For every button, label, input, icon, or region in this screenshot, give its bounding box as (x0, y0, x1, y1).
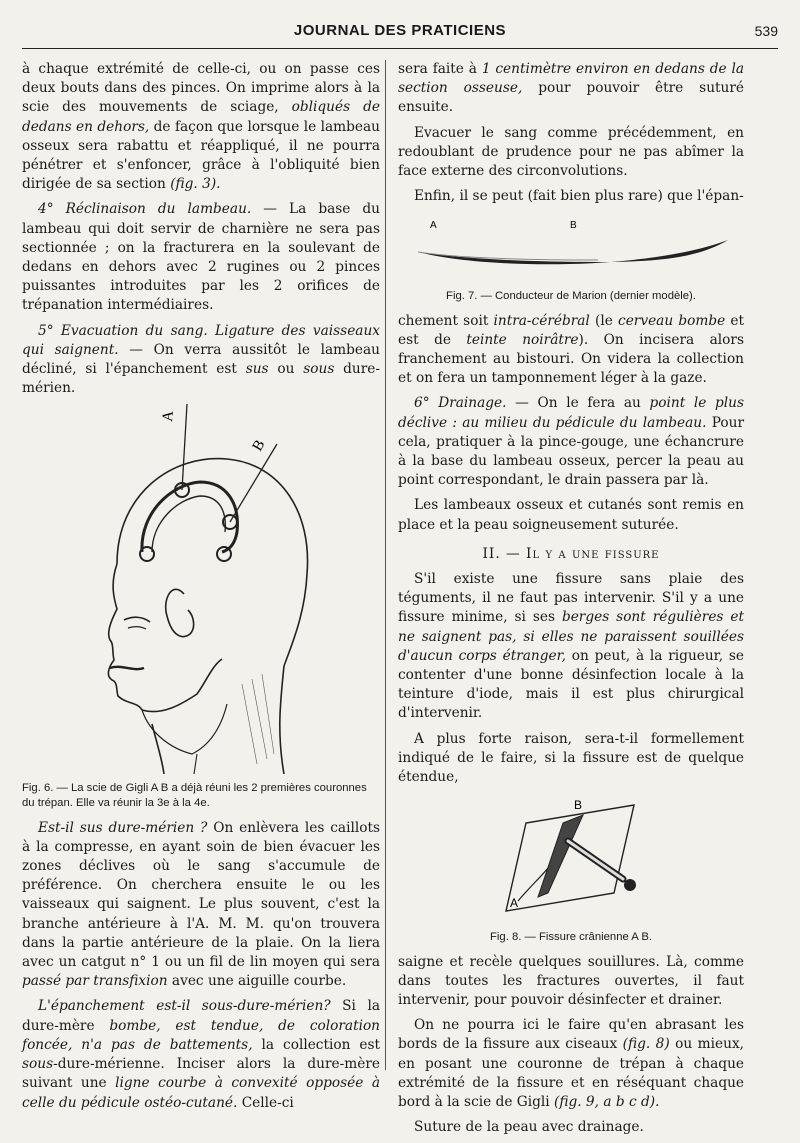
paragraph: à chaque extrémité de celle-ci, ou on passe ces deux bouts dans des pinces. On imprime alors à la scie des mouvements de sciage, obliqués de dedans en dehors, de façon que lorsque le lambeau osseux sera rabattu et réappliqué, il ne pourra pénétrer et s'enfoncer, grâce à l'obliquité bien dirigée de sa section (fig. 3). (22, 61, 380, 193)
paragraph: chement soit intra-cérébral (le cerveau bombe et est de teinte noirâtre). On incisera alors franchement au bistouri. On videra la collection et on fera un tamponnement léger à la gaze. (398, 312, 745, 387)
right-column (398, 60, 744, 1143)
cranial-fissure-illustration (398, 793, 744, 923)
paragraph: sera faite à 1 centimètre environ en dedans de la section osseuse, pour pouvoir être suturé ensuite. (398, 61, 744, 116)
paragraph: Evacuer le sang comme précédemment, en redoublant de prudence pour ne pas abîmer la face externe des circonvolutions. (398, 124, 744, 180)
paragraph: 6° Drainage. — On le fera au point le plus déclive : au milieu du pédicule du lambeau. Pour cela, pratiquer à la pince-gouge, une échancrure à la base du lambeau osseux, percer la peau au point correspondant, le drain passera par là. (398, 395, 744, 489)
paragraph: Est-il sus dure-mérien ? On enlèvera les caillots à la compresse, en ayant soin de bien évacuer les zones déclives où le sang s'accumule de préférence. On cherchera ensuite le ou les vaisseaux qui saignent. Le plus souvent, c'est la branche antérieure à l'A. M. M. qu'on trouvera dans la partie antérieure de la plaie. On la liera avec un catgut n° 1 ou un fil de lin moyen qui sera passé par transfixion avec une aiguille courbe. (22, 819, 380, 990)
column-divider (385, 60, 386, 1070)
paragraph: saigne et recèle quelques souillures. Là, comme dans toutes les fractures ouvertes, il faut intervenir, pour pouvoir désinfecter et drainer. (398, 953, 744, 1008)
fig8-label-a: A (510, 896, 519, 911)
page-number: 539 (754, 23, 778, 39)
paragraph: 5° Evacuation du sang. Ligature des vaisseaux qui saignent. — On verra aussitôt le lambeau décliné, si l'épanchement est sus ou sous dure-mérien. (22, 322, 380, 397)
paragraph: Enfin, il se peut (fait bien plus rare) que l'épan- (414, 188, 744, 205)
section-heading: II. — Il y a une fissure (482, 545, 660, 562)
figure-6-caption: Fig. 6. — La scie de Gigli A B a déjà réuni les 2 premières couronnes du trépan. Elle va réunir la 3e à la 4e. (22, 781, 367, 809)
figure-7-caption: Fig. 7. — Conducteur de Marion (dernier modèle). (446, 289, 696, 302)
page-header (22, 18, 778, 49)
paragraph: 4° Réclinaison du lambeau. — La base du lambeau qui doit servir de charnière ne sera pas sectionnée ; on la fracturera en la soulevant de dedans en dehors avec 2 rugines ou 2 pinces puissantes introduites par les 2 orifices de trépanation intermédiaires. (22, 201, 381, 314)
paragraph: Suture de la peau avec drainage. (414, 1119, 644, 1136)
head-trepanation-illustration (22, 404, 380, 774)
fig8-label-b: B (574, 798, 583, 813)
marion-conductor-illustration (398, 212, 744, 282)
figure-8-caption: Fig. 8. — Fissure crânienne A B. (490, 930, 652, 943)
fig6-label-a: A (160, 410, 177, 423)
fig7-label-b: B (570, 220, 577, 232)
fig7-label-a: A (430, 220, 437, 232)
paragraph: Les lambeaux osseux et cutanés sont remis en place et la peau soigneusement suturée. (398, 497, 744, 533)
figure-8 (398, 793, 744, 944)
paragraph: S'il existe une fissure sans plaie des téguments, il ne faut pas intervenir. S'il y a une fissure minime, si ses berges sont régulières et ne saignent pas, si elles ne paraissent souillées d'aucun corps étranger, on peut, à la rigueur, se contenter d'une bonne désinfection locale à la teinture d'iode, mais il est plus chirurgical d'intervenir. (398, 571, 744, 722)
paragraph: On ne pourra ici le faire qu'en abrasant les bords de la fissure aux ciseaux (fig. 8) ou mieux, en posant une couronne de trépan à chaque extrémité de la fissure et en réséquant chaque bord à la scie de Gigli (fig. 9, a b c d). (398, 1017, 745, 1110)
paragraph: A plus forte raison, sera-t-il formellement indiqué de le faire, si la fissure est de quelque étendue, (398, 730, 744, 786)
paragraph: L'épanchement est-il sous-dure-mérien? Si la dure-mère bombe, est tendue, de coloration foncée, n'a pas de battements, la collection est sous-dure-mérienne. Inciser alors la dure-mère suivant une ligne courbe à convexité opposée à celle du pédicule ostéo-cutané. Celle-ci (22, 998, 381, 1111)
figure-6 (22, 404, 380, 810)
journal-title: JOURNAL DES PRATICIENS (293, 22, 507, 39)
figure-7 (398, 212, 744, 303)
fig6-label-b: B (249, 437, 269, 455)
left-column (22, 60, 380, 1119)
